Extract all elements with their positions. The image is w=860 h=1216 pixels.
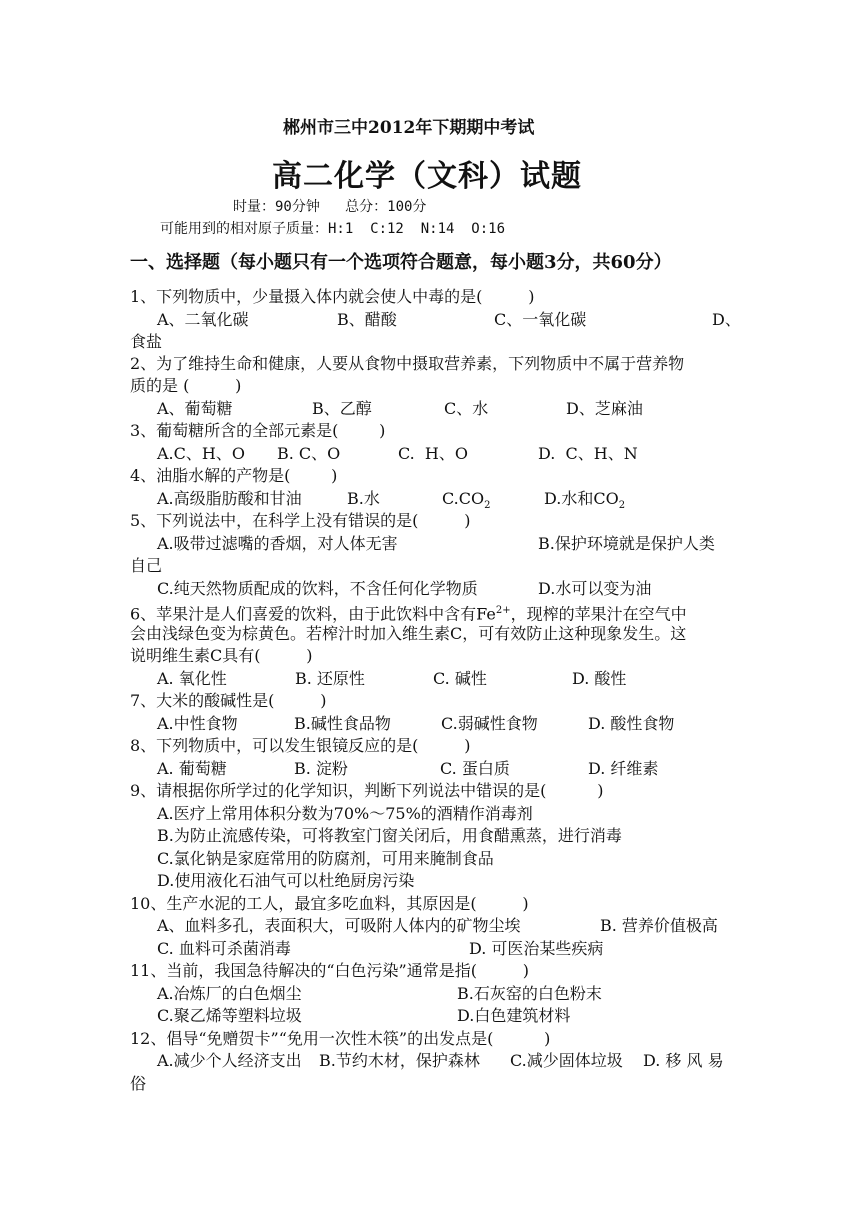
question-6-stem-line1 — [130, 600, 687, 625]
question-7-stem: 7、大米的酸碱性是( ) — [130, 691, 327, 710]
q11-option-b: B.石灰窑的白色粉末 — [457, 984, 602, 1003]
q4-option-c-text: C.CO — [442, 489, 485, 508]
q6-option-b: B. 还原性 — [295, 669, 365, 688]
question-1-stem: 1、下列物质中，少量摄入体内就会使人中毒的是( ) — [130, 287, 535, 306]
q4-option-c-subscript: 2 — [484, 500, 491, 512]
q11-option-d: D.白色建筑材料 — [457, 1006, 571, 1025]
q2-option-d: D、芝麻油 — [566, 399, 643, 418]
q4-option-d — [544, 488, 625, 517]
q3-option-b: B. C、O — [277, 444, 341, 463]
section-title-choice: 一、选择题（每小题只有一个选项符合题意，每小题3分，共60分） — [130, 252, 672, 273]
q6-option-a: A. 氧化性 — [157, 669, 227, 688]
q4-option-a: A.高级脂肪酸和甘油 — [157, 489, 302, 508]
q2-option-c: C、水 — [444, 399, 489, 418]
question-9-stem: 9、请根据你所学过的化学知识，判断下列说法中错误的是( ) — [130, 781, 604, 800]
q9-option-b: B.为防止流感传染，可将教室门窗关闭后，用食醋熏蒸，进行消毒 — [157, 826, 622, 845]
q7-option-b: B.碱性食品物 — [294, 714, 391, 733]
question-2-stem-line2: 质的是 ( ) — [130, 376, 242, 395]
q9-option-c: C.氯化钠是家庭常用的防腐剂，可用来腌制食品 — [157, 849, 494, 868]
q4-option-b: B.水 — [347, 489, 380, 508]
question-4-stem: 4、油脂水解的产物是( ) — [130, 466, 338, 485]
q12-option-d-cont: 俗 — [130, 1074, 147, 1093]
atomic-mass-info: 可能用到的相对原子质量：H:1 C:12 N:14 O:16 — [160, 221, 506, 237]
q12-option-d: D. 移 风 易 — [643, 1051, 724, 1070]
q7-option-c: C.弱碱性食物 — [441, 714, 538, 733]
q11-option-c: C.聚乙烯等塑料垃圾 — [157, 1006, 302, 1025]
q12-option-c: C.减少固体垃圾 — [510, 1051, 623, 1070]
q6-line1-text-b: ，现榨的苹果汁在空气中 — [510, 604, 687, 624]
q5-option-c: C.纯天然物质配成的饮料，不含任何化学物质 — [157, 579, 478, 598]
q9-option-d: D.使用液化石油气可以杜绝厨房污染 — [157, 871, 415, 890]
exam-title: 高二化学（文科）试题 — [272, 159, 582, 194]
q6-line1-superscript: 2+ — [495, 605, 511, 616]
q10-option-b: B. 营养价值极高 — [600, 916, 718, 935]
q4-option-d-subscript: 2 — [618, 500, 626, 512]
q12-option-b: B.节约木材，保护森林 — [319, 1051, 480, 1070]
q6-option-c: C. 碱性 — [433, 669, 487, 688]
q5-option-d: D.水可以变为油 — [538, 579, 652, 598]
q10-option-c: C. 血料可杀菌消毒 — [157, 939, 291, 958]
q11-option-a: A.冶炼厂的白色烟尘 — [157, 984, 302, 1003]
question-6-stem-line3: 说明维生素C具有( ) — [130, 646, 313, 665]
q8-option-d: D. 纤维素 — [588, 759, 659, 778]
q8-option-c: C. 蛋白质 — [440, 759, 510, 778]
question-12-stem: 12、倡导“免赠贺卡”“免用一次性木筷”的出发点是( ) — [130, 1029, 551, 1048]
q1-option-d: D、 — [712, 310, 741, 329]
q2-option-b: B、乙醇 — [312, 399, 372, 418]
q5-option-b: B.保护环境就是保护人类 — [538, 534, 715, 553]
question-10-stem: 10、生产水泥的工人，最宜多吃血料，其原因是( ) — [130, 894, 529, 913]
question-5-stem: 5、下列说法中，在科学上没有错误的是( ) — [130, 511, 471, 530]
time-score-info: 时量：90分钟 总分：100分 — [233, 199, 427, 215]
question-3-stem: 3、葡萄糖所含的全部元素是( ) — [130, 421, 386, 440]
q3-option-c: C. H、O — [398, 444, 469, 463]
q5-option-a: A.吸带过滤嘴的香烟，对人体无害 — [157, 534, 398, 553]
q2-option-a: A、葡萄糖 — [157, 399, 233, 418]
q3-option-a: A.C、H、O — [157, 444, 245, 463]
q6-option-d: D. 酸性 — [572, 669, 627, 688]
question-8-stem: 8、下列物质中，可以发生银镜反应的是( ) — [130, 736, 471, 755]
q1-option-a: A、二氧化碳 — [157, 310, 249, 329]
question-2-stem-line1: 2、为了维持生命和健康，人要从食物中摄取营养素，下列物质中不属于营养物 — [130, 354, 685, 373]
question-6-stem-line2: 会由浅绿色变为棕黄色。若榨汁时加入维生素C，可有效防止这种现象发生。这 — [130, 624, 687, 643]
q7-option-d: D. 酸性食物 — [588, 714, 675, 733]
q3-option-d: D. C、H、N — [538, 444, 638, 463]
q12-option-a: A.减少个人经济支出 — [157, 1051, 302, 1070]
q4-option-d-text: D.水和CO — [544, 489, 619, 508]
q1-option-c: C、一氧化碳 — [494, 310, 587, 329]
q9-option-a: A.医疗上常用体积分数为70%～75%的酒精作消毒剂 — [157, 804, 533, 823]
q1-option-d-cont: 食盐 — [130, 332, 163, 351]
q1-option-b: B、醋酸 — [337, 310, 397, 329]
school-exam-name: 郴州市三中2012年下期期中考试 — [283, 118, 535, 138]
q8-option-a: A. 葡萄糖 — [157, 759, 227, 778]
question-11-stem: 11、当前，我国急待解决的“白色污染”通常是指( ) — [130, 961, 529, 980]
q8-option-b: B. 淀粉 — [294, 759, 348, 778]
q10-option-d: D. 可医治某些疾病 — [469, 939, 604, 958]
q6-line1-text-a: 6、苹果汁是人们喜爱的饮料，由于此饮料中含有Fe — [130, 604, 496, 624]
q7-option-a: A.中性食物 — [157, 714, 238, 733]
q10-option-a: A、血料多孔，表面积大，可吸附人体内的矿物尘埃 — [157, 916, 521, 935]
q5-option-b-cont: 自己 — [130, 556, 163, 575]
